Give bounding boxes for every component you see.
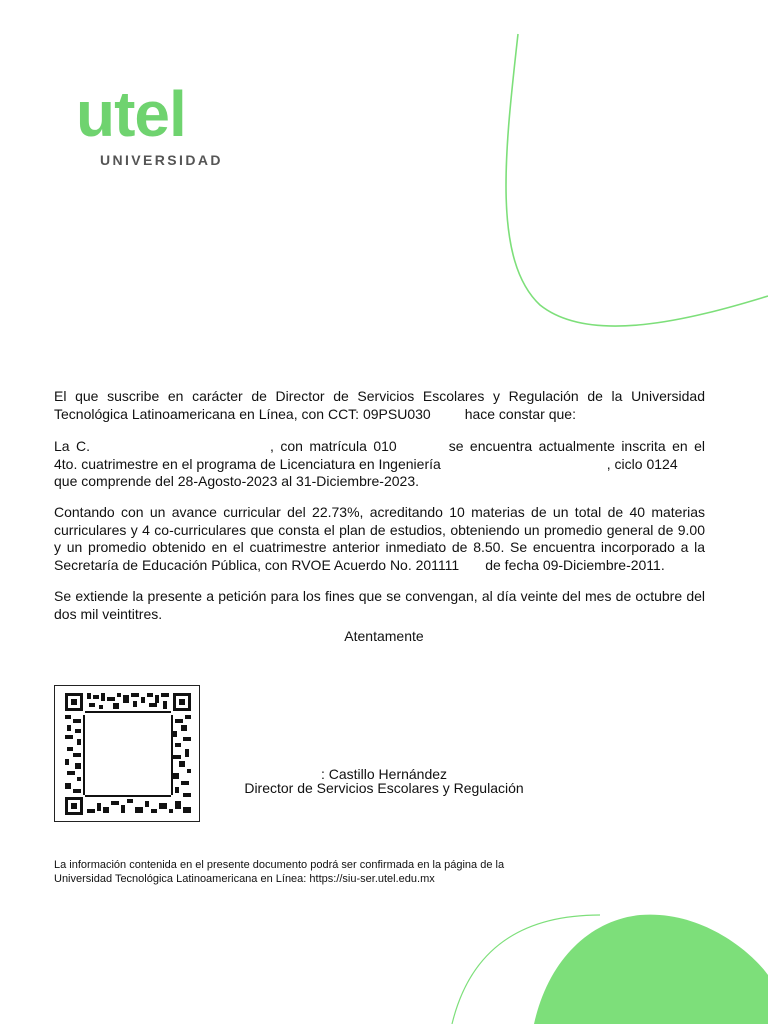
progress-text: Contando con un avance curricular del 22.73%, acreditando 10 materias de un total de 40 materias curriculares y 4 co-curriculares que consta el plan de estudios, obteniendo un promedio general de 9.00 y un promedio obtenido en el cuatrimestre anterior inmediato de 8.50. Se encuentra incorporado a la Secretaría de Educación Pública, con RVOE Acuerdo No. 201111 xyxy=(54,504,705,573)
decorative-green-blob xyxy=(534,915,768,1024)
logo-wordmark: utel xyxy=(76,78,186,150)
paragraph-purpose xyxy=(54,588,705,623)
qr-code-icon xyxy=(63,691,193,817)
footer-note xyxy=(54,858,574,886)
utel-logo xyxy=(76,78,266,170)
decorative-curve xyxy=(506,34,768,326)
paragraph-intro xyxy=(54,388,705,423)
intro-text: El que suscribe en carácter de Director de Servicios Escolares y Regulación de la Universidad Tecnológica Latinoamericana en Línea, con CCT: 09PSU030 xyxy=(54,388,705,422)
student-period: que comprende del 28-Agosto-2023 al 31-Diciembre-2023. xyxy=(54,473,419,489)
intro-text-end: hace constar que: xyxy=(464,405,576,422)
paragraph-student xyxy=(54,438,705,491)
paragraph-progress xyxy=(54,504,705,574)
closing-text: Atentamente xyxy=(344,628,424,644)
purpose-text: Se extiende la presente a petición para los fines que se convengan, al día veinte del mes de octubre del dos mil veintitres. xyxy=(54,588,705,622)
footer-line-1: La información contenida en el presente documento podrá ser confirmada en la página de la xyxy=(54,859,505,871)
student-cycle: , ciclo 0124 xyxy=(606,455,678,472)
signer-name: : Castillo Hernández xyxy=(320,766,448,782)
qr-code-frame xyxy=(54,685,200,822)
student-prefix: La C. xyxy=(54,438,91,454)
student-status: se encuentra actualmente inscrita en el 4to. cuatrimestre en el programa de Licenciatura en Ingeniería xyxy=(54,438,705,472)
footer-line-2: Universidad Tecnológica Latinoamericana en Línea: https://siu-ser.utel.edu.mx xyxy=(54,873,435,885)
student-enrollment: , con matrícula 010 xyxy=(270,438,397,454)
progress-text-end: de fecha 09-Diciembre-2011. xyxy=(485,556,665,573)
logo-subtitle: UNIVERSIDAD xyxy=(100,152,223,168)
signer-title: Director de Servicios Escolares y Regulación xyxy=(244,780,524,796)
